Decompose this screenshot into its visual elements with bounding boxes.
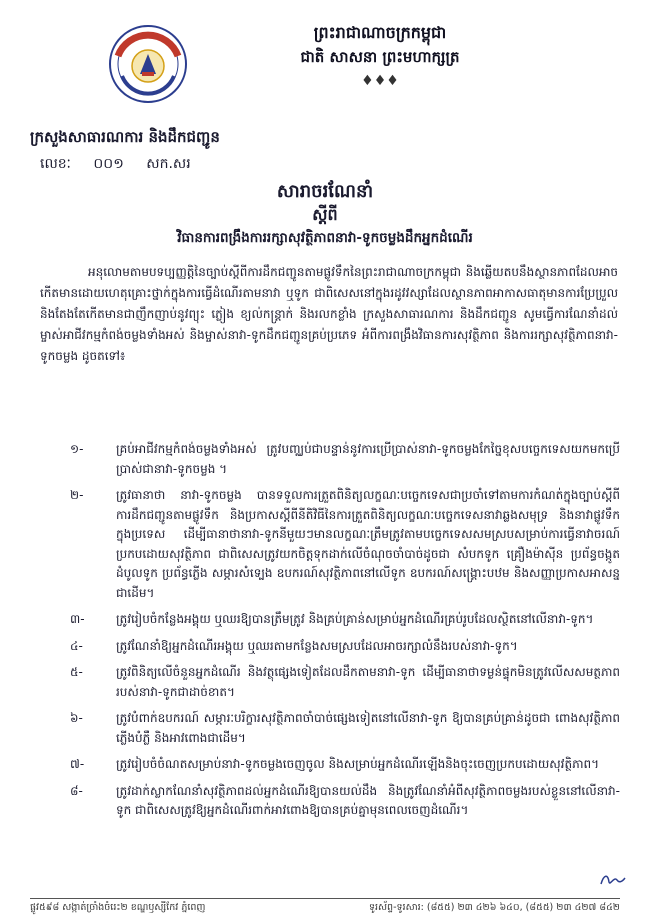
footer-phone: ទូរស័ព្ទ-ទូរសារ: (៨៥៥) ២៣ ៤២៦ ៦៤០, (៨៥៥) ២៣ ៤២៧ ៨៤២ (368, 902, 620, 913)
header-ornament: ♦♦♦ (361, 73, 399, 89)
list-item (40, 610, 620, 630)
item-text: ត្រូវធានាថា នាវា-ទូកចម្លង បានទទួលការត្រួតពិនិត្យលក្ខណៈបច្ចេកទេសជាប្រចាំទៅតាមការកំណត់ក្នុងច្បាប់ស្តីពីការដឹកជញ្ជូនតាមផ្លូវទឹក និងប្រកាសស្តីពីនីតិវិធីនៃការត្រួតពិនិត្យលក្ខណៈបច្ចេកទេសនាវាឆ្លងសមុទ្រ និងនាវាផ្លូវទឹកក្នុងប្រទេស ដើម្បីធានាថានាវា-ទូកនីមួយៗមានលក្ខណៈត្រឹមត្រូវតាមបច្ចេកទេសសមស្របសម្រាប់ការធ្វើនាវាចរណ៍ប្រកបដោយសុវត្ថិភាព ជាពិសេសត្រូវយកចិត្តទុកដាក់លើចំណុចចាំបាច់ដូចជា សំបកទូក គ្រឿងម៉ាស៊ីន ប្រព័ន្ធចង្កូត ដំបូលទូក ប្រព័ន្ធភ្លើង សម្ភារសំទ្បេង ឧបករណ៍សុវត្ថិភាពនៅលើទូក ឧបករណ៍សង្គ្រោះបឋម និងសញ្ញាប្រកាសអាសន្នជាដើម។ (116, 488, 620, 600)
list-item (40, 637, 620, 657)
item-text: ត្រូវដាក់ស្លាកណែនាំសុវត្ថិភាពដល់អ្នកដំណើរឱ្យបានយល់ដឹង និងត្រូវណែនាំអំពីសុវត្ថិភាពចម្លងរបស់ខ្លួននៅលើនាវា-ទូក ជាពិសេសត្រូវឱ្យអ្នកដំណើរពាក់អាវពោងឱ្យបានគ្រប់គ្នាមុនពេលចេញដំណើរ។ (116, 783, 620, 817)
handwritten-initial-icon (598, 870, 628, 890)
list-item (40, 486, 620, 603)
footer-address: ផ្លូវ៥៩៨ សង្កាត់ច្រាំងចំរេះ២ ខណ្ឌឫស្សីកែវ ភ្នំពេញ (30, 902, 206, 913)
item-number: ១- (70, 442, 84, 456)
directive-list (40, 440, 620, 828)
item-text: ត្រូវបំពាក់ឧបករណ៍ សម្ភារៈបរិក្ខារសុវត្ថិភាពចាំបាច់ផ្សេងទៀតនៅលើនាវា-ទូក ឱ្យបានគ្រប់គ្រាន់ដូចជា ពោងសុវត្ថិភាព ភ្លើងបំភ្លឺ និងអាវពោងជាដើម។ (116, 711, 620, 745)
kingdom-heading: ព្រះរាជាណាចក្រកម្ពុជា (313, 23, 447, 42)
ministry-seal-logo (108, 24, 188, 104)
footer-divider (30, 898, 620, 899)
item-text: ត្រូវរៀបចំចំណតសម្រាប់នាវា-ទូកចម្លងចេញចូល និងសម្រាប់អ្នកដំណើរឡើងនិងចុះចេញប្រកបដោយសុវត្ថិភាព។ (116, 757, 600, 771)
item-number: ៤- (70, 638, 83, 653)
document-topic: វិធានការពង្រឹងការរក្សាសុវត្ថិភាពនាវា-ទូកចម្លងដឹកអ្នកដំណើរ (177, 230, 473, 246)
item-number: ២- (70, 488, 84, 502)
item-text: ត្រូវណែនាំឱ្យអ្នកដំណើរអង្គុយ ឬឈរតាមកន្លែងសមស្របដែលអាចរក្សាលំនឹងរបស់នាវា-ទូក។ (116, 638, 518, 653)
item-text: ត្រូវពិនិត្យលើចំនួនអ្នកដំណើរ និងវត្ថុផ្សេងទៀតដែលដឹកតាមនាវា-ទូក ដើម្បីធានាថាទម្ងន់ផ្ទុកមិនត្រូវលើសសមត្ថភាពរបស់នាវា-ទូកជាដាច់ខាត។ (116, 665, 620, 699)
list-item (40, 663, 620, 702)
list-item (40, 709, 620, 748)
reference-line (40, 154, 340, 174)
item-number: ៦- (70, 711, 83, 725)
item-number: ៥- (70, 665, 83, 679)
intro-paragraph: អនុលោមតាមបទប្បញ្ញត្តិនៃច្បាប់ស្តីពីការដឹកជញ្ជូនតាមផ្លូវទឹកនៃព្រះរាជាណាចក្រកម្ពុជា និងឆ្លើយតបនឹងស្ថានភាពដែលអាចកើតមានដោយហេតុគ្រោះថ្នាក់ក្នុងការធ្វើដំណើរតាមនាវា ឬទូក ជាពិសេសនៅក្នុងរដូវវស្សាដែលស្ថានភាពអាកាសធាតុមានការប្រែប្រួល និងតែងតែកើតមានជាញឹកញាប់នូវព្យុះ ភ្លៀង ខ្យល់កន្ត្រាក់ និងរលកខ្លាំង ក្រសួងសាធារណការ និងដឹកជញ្ជូន សូមធ្វើការណែនាំដល់ម្ចាស់អាជីវកម្មកំពង់ចម្លងទាំងអស់ និងម្ចាស់នាវា-ទូកដឹកជញ្ជូនគ្រប់ប្រភេទ អំពីការពង្រឹងវិធានការសុវត្ថិភាព និងការរក្សាសុវត្ថិភាពនាវា-ទូកចម្លង ដូចតទៅ៖ (40, 265, 618, 363)
item-text: ត្រូវរៀបចំកន្លែងអង្គុយ ឬឈរឱ្យបានត្រឹមត្រូវ និងគ្រប់គ្រាន់សម្រាប់អ្នកដំណើរគ្រប់រូបដែលស្ថិតនៅលើនាវា-ទូក។ (116, 612, 594, 626)
document-subtitle: ស្តីពី (312, 205, 338, 224)
list-item (40, 440, 620, 479)
reference-suffix: សក.សរ (146, 156, 191, 172)
item-number: ៨- (70, 783, 83, 798)
national-motto: ជាតិ សាសនា ព្រះមហាក្សត្រ (300, 48, 460, 66)
list-item (40, 755, 620, 775)
item-text: គ្រប់អាជីវកម្មកំពង់ចម្លងទាំងអស់ ត្រូវបញ្ឈប់ជាបន្ទាន់នូវការប្រើប្រាស់នាវា-ទូកចម្លងកែច្នៃខុសបច្ចេកទេសយកមកប្រើប្រាស់ជានាវា-ទូកចម្លង ។ (116, 442, 620, 476)
document-title: សារាចរណែនាំ (276, 181, 374, 202)
reference-number: ០០១ (93, 156, 124, 172)
item-number: ៣- (70, 612, 85, 626)
item-number: ៧- (70, 757, 85, 771)
ministry-name: ក្រសួងសាធារណការ និងដឹកជញ្ជូន (30, 128, 220, 146)
list-item (40, 782, 620, 821)
reference-label: លេខៈ (40, 156, 71, 172)
